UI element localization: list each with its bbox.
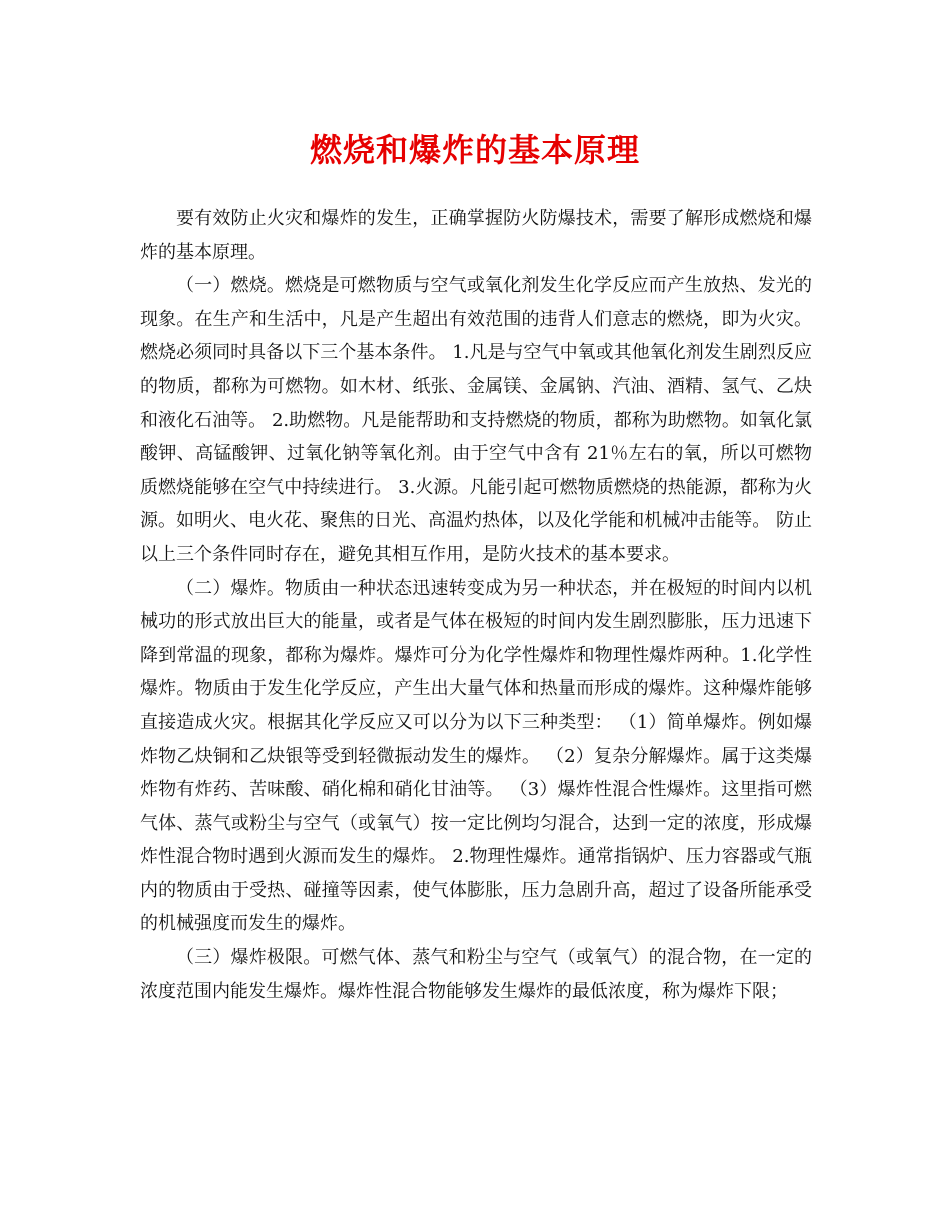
paragraph-combustion: （一）燃烧。燃烧是可燃物质与空气或氧化剂发生化学反应而产生放热、发光的现象。在生产和生活中，凡是产生超出有效范围的违背人们意志的燃烧，即为火灾。燃烧必须同时具备以下三个基本条件。 1.凡是与空气中氧或其他氧化剂发生剧烈反应的物质，都称为可燃物。如木材、纸张、金属镁、金属钠、汽油、酒精、氢气、乙炔和液化石油等。 2.助燃物。凡是能帮助和支持燃烧的物质，都称为助燃物。如氧化氯酸钾、高锰酸钾、过氧化钠等氧化剂。由于空气中含有 21％左右的氧，所以可燃物质燃烧能够在空气中持续进行。 3.火源。凡能引起可燃物质燃烧的热能源，都称为火源。如明火、电火花、聚焦的日光、高温灼热体，以及化学能和机械冲击能等。 防止以上三个条件同时存在，避免其相互作用，是防火技术的基本要求。 bbox=[140, 275, 812, 565]
paragraph-explosion-limit: （三）爆炸极限。可燃气体、蒸气和粉尘与空气（或氧气）的混合物，在一定的浓度范围内能发生爆炸。爆炸性混合物能够发生爆炸的最低浓度，称为爆炸下限； bbox=[140, 947, 812, 1002]
paragraph-explosion: （二）爆炸。物质由一种状态迅速转变成为另一种状态，并在极短的时间内以机械功的形式放出巨大的能量，或者是气体在极短的时间内发生剧烈膨胀，压力迅速下降到常温的现象，都称为爆炸。爆炸可分为化学性爆炸和物理性爆炸两种。1.化学性爆炸。物质由于发生化学反应，产生出大量气体和热量而形成的爆炸。这种爆炸能够直接造成火灾。根据其化学反应又可以分为以下三种类型： （1）简单爆炸。例如爆炸物乙炔铜和乙炔银等受到轻微振动发生的爆炸。 （2）复杂分解爆炸。属于这类爆炸物有炸药、苦味酸、硝化棉和硝化甘油等。 （3）爆炸性混合性爆炸。这里指可燃气体、蒸气或粉尘与空气（或氧气）按一定比例均匀混合，达到一定的浓度，形成爆炸性混合物时遇到火源而发生的爆炸。 2.物理性爆炸。通常指锅炉、压力容器或气瓶内的物质由于受热、碰撞等因素，使气体膨胀，压力急剧升高，超过了设备所能承受的机械强度而发生的爆炸。 bbox=[140, 577, 812, 935]
document-body bbox=[140, 202, 812, 1008]
paragraph-intro: 要有效防止火灾和爆炸的发生，正确掌握防火防爆技术，需要了解形成燃烧和爆炸的基本原理。 bbox=[140, 208, 812, 263]
document-title: 燃烧和爆炸的基本原理 bbox=[309, 131, 640, 169]
